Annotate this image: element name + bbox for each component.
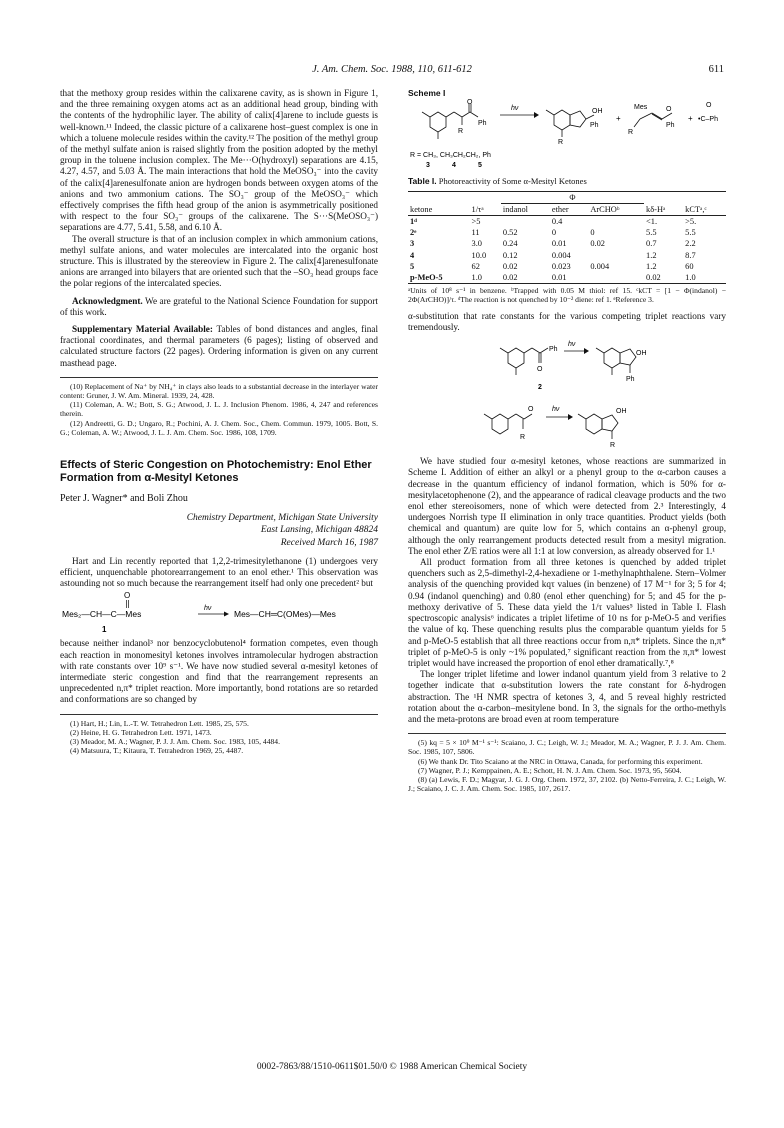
- table-cell: 11: [471, 228, 480, 238]
- footnote-4: (4) Matsuura, T.; Kitaura, T. Tetrahedron 1969, 25, 4487.: [70, 746, 244, 756]
- table-cell: [501, 216, 550, 228]
- table-cell: [588, 272, 644, 284]
- table-cell: 10.0: [471, 250, 487, 260]
- table-header-ketone: ketone: [408, 203, 470, 215]
- table-cell: [588, 250, 644, 261]
- footnote-6: (6) We thank Dr. Tito Scaiano at the NRC in Ottawa, Canada, for performing this experiment.: [418, 756, 703, 766]
- scheme-label-o-2: O: [666, 106, 672, 114]
- table-cell: 0.12: [502, 250, 518, 260]
- scheme-title: Scheme I: [408, 88, 446, 98]
- affiliation: [60, 512, 378, 536]
- reaction-equation: [60, 589, 378, 635]
- table-cell: 0.02: [501, 272, 550, 284]
- table-caption-label: Table I.: [408, 176, 437, 187]
- struct-number-2: 2: [538, 384, 542, 392]
- footnote-7: (7) Wagner, P. J.; Kemppainen, A. E.; Schott, H. N. J. Am. Chem. Soc. 1973, 95, 5604.: [418, 765, 682, 775]
- scheme-label-mes: Mes: [634, 104, 648, 112]
- acknowledgment-text: We are grateful to the National Science Foundation for support of this work.: [60, 295, 378, 317]
- table-cell: 3.0: [471, 239, 482, 249]
- left-column: [60, 88, 378, 755]
- struct-label-oh-2: OH: [616, 408, 627, 416]
- supplementary-material: [60, 324, 378, 369]
- affiliation-line-2: East Lansing, Michigan 48824: [260, 525, 378, 536]
- scheme-label-oh: OH: [592, 108, 603, 116]
- affiliation-line-1: Chemistry Department, Michigan State University: [186, 513, 378, 524]
- table-header-ether: ether: [550, 203, 588, 215]
- struct-label-oh: OH: [636, 350, 647, 358]
- footnote-5: (5) kq = 5 × 10⁹ M⁻¹ s⁻¹: Scaiano, J. C.; Leigh, W. J.; Meador, M. A.; Wagner, P. J. J. Am. Chem. Soc. 1985, 107, 5806.: [408, 738, 726, 757]
- supplementary-text: Tables of bond distances and angles, final fractional coordinates, and thermal parameters (6 pages); listing of observed and calculated structure factors (22 pages). Ordering information is given on any current masthead page.: [60, 324, 378, 368]
- footnote-rule: [60, 377, 378, 378]
- table-phi-header: Φ: [501, 191, 644, 203]
- table-cell: 0.24: [502, 239, 518, 249]
- page-footer: 0002-7863/88/1510-0611$01.50/0 © 1988 American Chemical Society: [256, 1062, 528, 1072]
- paragraph-continued: that the methoxy group resides within the calixarene cavity, as is shown in Figure 1, and the three remaining oxygen atoms act as an additional head group, binding with the contents of the hydrophilic layer. The ability of calix[4]arene to include guests is well-known.¹¹ Indeed, the classic picture of a calixarene host–guest complex is one in which a toluene molecule resides within the cavity.¹² The position of the methyl group of the methyl sulfate anion is raised slightly from the position adopted by the methyl group in the toluene inclusion complex. The Me···O(hydroxyl) separations are 4.15, 4.27, 4.57, and 5.03 Å. The main interactions that hold the MeOSO₃⁻ into the cavity of the calix[4]arenesulfonate anion are hydrogen bonds between oxygen atoms of the anions and two ammonium cations. The SO₃⁻ group of the MeOSO₃⁻ which effectively comprises the fifth head group of the anion is asymmetrically positioned with respect to the four SO₃⁻ groups of the calixarene. The S···S(MeOSO₃⁻) separations are 4.77, 5.41, 5.58, and 6.10 Å.: [60, 88, 378, 233]
- footnote-rule-2: [60, 714, 378, 715]
- equation-hv: hν: [204, 605, 212, 613]
- table-cell: 1.0: [470, 272, 501, 284]
- table-footnotes: ᵃUnits of 10⁸ s⁻¹ in benzene. ᵇTrapped with 0.05 M thiol: ref 15. ᶜkCT = [1 − Φ(indanol) − 2Φ(ArCHO)]/τ. ᵈThe reaction is not quenched by 10⁻² diene: ref 1. ᵉReference 3.: [408, 286, 726, 305]
- struct-label-hv: hν: [568, 341, 576, 349]
- scheme-1-structures: [408, 99, 726, 169]
- table-cell: 0.004: [590, 261, 610, 271]
- table-header-kct: kCTᵃ,ᶜ: [683, 203, 726, 215]
- table-header-tau: 1/τᵃ: [470, 203, 501, 215]
- table-cell: >5: [471, 217, 481, 227]
- scheme-label-ph-3: Ph: [666, 122, 675, 130]
- table-cell: >5.: [685, 217, 697, 227]
- table-cell: 0.01: [550, 272, 588, 284]
- struct-label-r: R: [520, 434, 526, 442]
- scheme-label-ph-2: Ph: [590, 122, 599, 130]
- scheme-label-ph: Ph: [478, 120, 487, 128]
- scheme-number-4: 4: [452, 162, 456, 170]
- table-cell: 0.4: [551, 217, 563, 227]
- table-cell: 2.2: [685, 239, 696, 249]
- scheme-plus-2: +: [688, 114, 693, 124]
- scheme-label-r-2: R: [558, 139, 564, 147]
- page-number: 611: [708, 64, 724, 75]
- footnote-1: (1) Hart, H.; Lin, L.-T. W. Tetrahedron Lett. 1985, 25, 575.: [70, 718, 249, 728]
- paragraph-quenching: All product formation from all three ketones is quenched by added triplet quenchers such as 2,5-dimethyl-2,4-hexadiene or 1-methylnaphthalene. Stern–Volmer analysis of the quenching provided kqτ values (in benzene) of 17 M⁻¹ for 3; 5 for 4; 0.94 (indanol quenching) and 0.80 (enol ether quenching) for 5; and 45 for the p-methoxy derivative of 5. These data yield the 1/τ values⁵ listed in Table I. Flash spectroscopic analysis⁶ indicates a triplet lifetime of 10 ns for p-MeO-5 and verifies the value of kq. These quenching results plus the comparable quantum yields for 5 and p-MeO-5 establish that all three reactions occur from n,π* triplets. Since the n,π* triplet of p-MeO-5 is only ~1% populated,⁷ significant reaction from the π,π* lowest triplet would have increased the proportion of enol ether dramatically.⁷,⁸: [408, 557, 726, 668]
- struct-label-o: O: [537, 366, 543, 374]
- running-head: [60, 64, 724, 78]
- table-row: [408, 227, 726, 238]
- equation-carbonyl-o: O: [124, 591, 131, 601]
- footnote-10: (10) Replacement of Na⁺ by NH₄⁺ in clays also leads to a substantial decrease in the interlayer water content: Gruner, J. W. Am. Mineral. 1939, 24, 428.: [60, 381, 378, 401]
- table-cell: 5: [410, 261, 415, 271]
- footnote-2: (2) Heine, H. G. Tetrahedron Lett. 1971, 1473.: [70, 727, 212, 737]
- equation-reactant: Mes₂—CH—C—Mes: [62, 609, 142, 620]
- struct-label-o-2: O: [528, 406, 534, 414]
- article-authors: Peter J. Wagner* and Boli Zhou: [60, 493, 188, 505]
- footnote-11: (11) Coleman, A. W.; Bott, S. G.; Atwood, J. L. J. Inclusion Phenom. 1986, 4, 247 and references therein.: [60, 400, 378, 419]
- table-row: [408, 261, 726, 272]
- scheme-number-3: 3: [426, 162, 430, 170]
- paragraph-study: because neither indanol³ nor benzocyclobutenol⁴ formation competes, even though each reaction in monomesityl ketones involves intramolecular hydrogen abstraction with rate constants over 10⁹ s⁻¹. We have now studied several α-mesityl ketones of intermediate steric congestion and find that the rearrangement represents an unprecedented n,π* triplet reaction. More importantly, bond rotations are so retarded and conformations are so changed by: [60, 638, 378, 705]
- footnote-12: (12) Andreetti, G. D.; Ungaro, R.; Pochini, A. J. Chem. Soc., Chem. Commun. 1979, 1005. Bott, S. G.; Coleman, A. W.; Atwood, J. L. J. Am. Chem. Soc. 1986, 108, 1709.: [60, 418, 378, 437]
- scheme-label-radical: •C–Ph: [698, 116, 718, 124]
- indanol-formation-structures: [408, 333, 726, 453]
- scheme-plus-1: +: [616, 114, 621, 124]
- table-row: [408, 272, 726, 284]
- scheme-r-definition: R = CH₃, CH₃CH₂CH₂, Ph: [410, 152, 491, 160]
- scheme-label-o: O: [467, 99, 473, 107]
- struct-label-ph: Ph: [549, 346, 558, 354]
- table-header-archo: ArCHOᵇ: [588, 203, 644, 215]
- supplementary-label: Supplementary Material Available:: [72, 324, 213, 335]
- footnote-rule-3: [408, 733, 726, 734]
- table-cell: 1.2: [646, 250, 657, 260]
- table-cell: [588, 216, 644, 228]
- paragraph-four-ketones: We have studied four α-mesityl ketones, whose reactions are summarized in Scheme I. Addition of either an alkyl or a phenyl group to the α-carbon causes a decrease in the quantum efficiency of indanol formation, which is 50% for α-mesitylacetophenone (2), and the appearance of radical cleavage products and the two enol ether stereoisomers, none of which were detected from 2.³ Interestingly, 4 undergoes Norrish type II elimination in only trace quantities. Product yields (both chemical and quantum) are quite low for 5, which contains an α-phenyl group, although the only rearrangement products detected result from a mesityl migration. The enol ether Z/E ratios were all 1:1 at low conversion, as already observed for 1.¹: [408, 456, 726, 556]
- table-cell: 4: [410, 250, 415, 260]
- table-caption-text: Photoreactivity of Some α-Mesityl Ketones: [436, 176, 587, 187]
- equation-number: 1: [102, 625, 107, 635]
- article-title: Effects of Steric Congestion on Photochemistry: Enol Ether Formation from α-Mesityl Ketones: [60, 459, 372, 485]
- equation-product: Mes—CH═C(OMes)—Mes: [234, 609, 336, 620]
- table-cell: 5.5: [646, 228, 657, 238]
- table-cell: <1.: [646, 217, 658, 227]
- struct-label-r-2: R: [610, 442, 616, 450]
- table-cell: 0.02: [644, 272, 683, 284]
- acknowledgment-label: Acknowledgment.: [72, 295, 143, 306]
- table-cell: p-MeO-5: [408, 272, 470, 284]
- scheme-label-o-3: O: [706, 102, 712, 110]
- table-header-kdh: kδ-Hᵃ: [644, 203, 683, 215]
- table-header-row: [408, 203, 726, 215]
- paragraph-triplet-lifetime: The longer triplet lifetime and lower indanol quantum yield from 3 relative to 2 together indicate that α-substitution lowers the rate constant for δ-hydrogen abstraction. The ¹H NMR spectra of ketones 3, 4, and 5 reveal highly restricted rotation about the α-carbon–mesitylene bond. In 3, the signals for the ortho-methyls and the meta-protons are broad even at room temperature: [408, 669, 726, 724]
- table-cell: 1.2: [646, 261, 657, 271]
- table-row: [408, 216, 726, 228]
- table-cell: 0.01: [551, 239, 567, 249]
- table-cell: 0.02: [502, 261, 518, 271]
- table-cell: 1ᵈ: [410, 217, 417, 227]
- photoreactivity-table: [408, 191, 726, 285]
- struct-label-hv-2: hν: [552, 406, 560, 414]
- table-cell: 8.7: [685, 250, 696, 260]
- table-row: [408, 238, 726, 249]
- running-head-text: J. Am. Chem. Soc. 1988, 110, 611-612: [312, 64, 472, 75]
- table-cell: 0: [590, 228, 595, 238]
- table-cell: 1.0: [683, 272, 726, 284]
- table-cell: 0: [551, 228, 557, 238]
- table-cell: 3: [410, 239, 415, 249]
- table-cell: 0.52: [502, 228, 518, 238]
- table-cell: 0.023: [551, 261, 571, 271]
- table-cell: 60: [685, 261, 694, 271]
- paragraph-alpha-substitution: α-substitution that rate constants for the various competing triplet reactions vary tremendously.: [408, 310, 726, 332]
- footnote-8: (8) (a) Lewis, F. D.; Magyar, J. G. J. Org. Chem. 1972, 37, 2102. (b) Netto-Ferreira, J. C.; Leigh, W. J.; Scaiano, J. C. J. Am. Chem. Soc. 1985, 107, 2617.: [408, 774, 726, 794]
- footnote-3: (3) Meador, M. A.; Wagner, P. J. J. Am. Chem. Soc. 1983, 105, 4484.: [70, 736, 280, 746]
- table-cell: 5.5: [685, 228, 696, 238]
- table-header-indanol: indanol: [501, 203, 550, 215]
- table-cell: 0.02: [590, 239, 605, 249]
- acknowledgment: [60, 296, 378, 318]
- paragraph-intro: Hart and Lin recently reported that 1,2,2-trimesitylethanone (1) undergoes very efficient, unquenchable photorearrangement to an enol ether.¹ This observation was astounding not so much because the rearrangement itself had only one precedent² but: [60, 555, 378, 588]
- right-column: [408, 88, 726, 793]
- paragraph-overall-structure: The overall structure is that of an inclusion complex in which ammonium cations, methyl sulfate anions, and water molecules are intercalated into the organic host structure. This is illustrated by the stereoview in Figure 2. The calix[4]arenesulfonate anions are arranged into bilayers that are oriented such that the –SO₃ head groups face the polar regions of the intercalated species.: [60, 233, 378, 289]
- table-cell: 0.7: [646, 239, 657, 249]
- table-cell: 2ᵉ: [410, 228, 417, 238]
- scheme-label-r-3: R: [628, 129, 634, 137]
- table-cell: 0.004: [551, 250, 571, 260]
- scheme-hv: hν: [511, 105, 519, 113]
- scheme-number-5: 5: [478, 162, 482, 170]
- scheme-label-r: R: [458, 128, 464, 136]
- table-row: [408, 250, 726, 261]
- table-cell: 62: [471, 261, 480, 271]
- struct-label-ph-2: Ph: [626, 376, 635, 384]
- received-date: Received March 16, 1987: [280, 538, 378, 549]
- table-caption: [408, 176, 726, 187]
